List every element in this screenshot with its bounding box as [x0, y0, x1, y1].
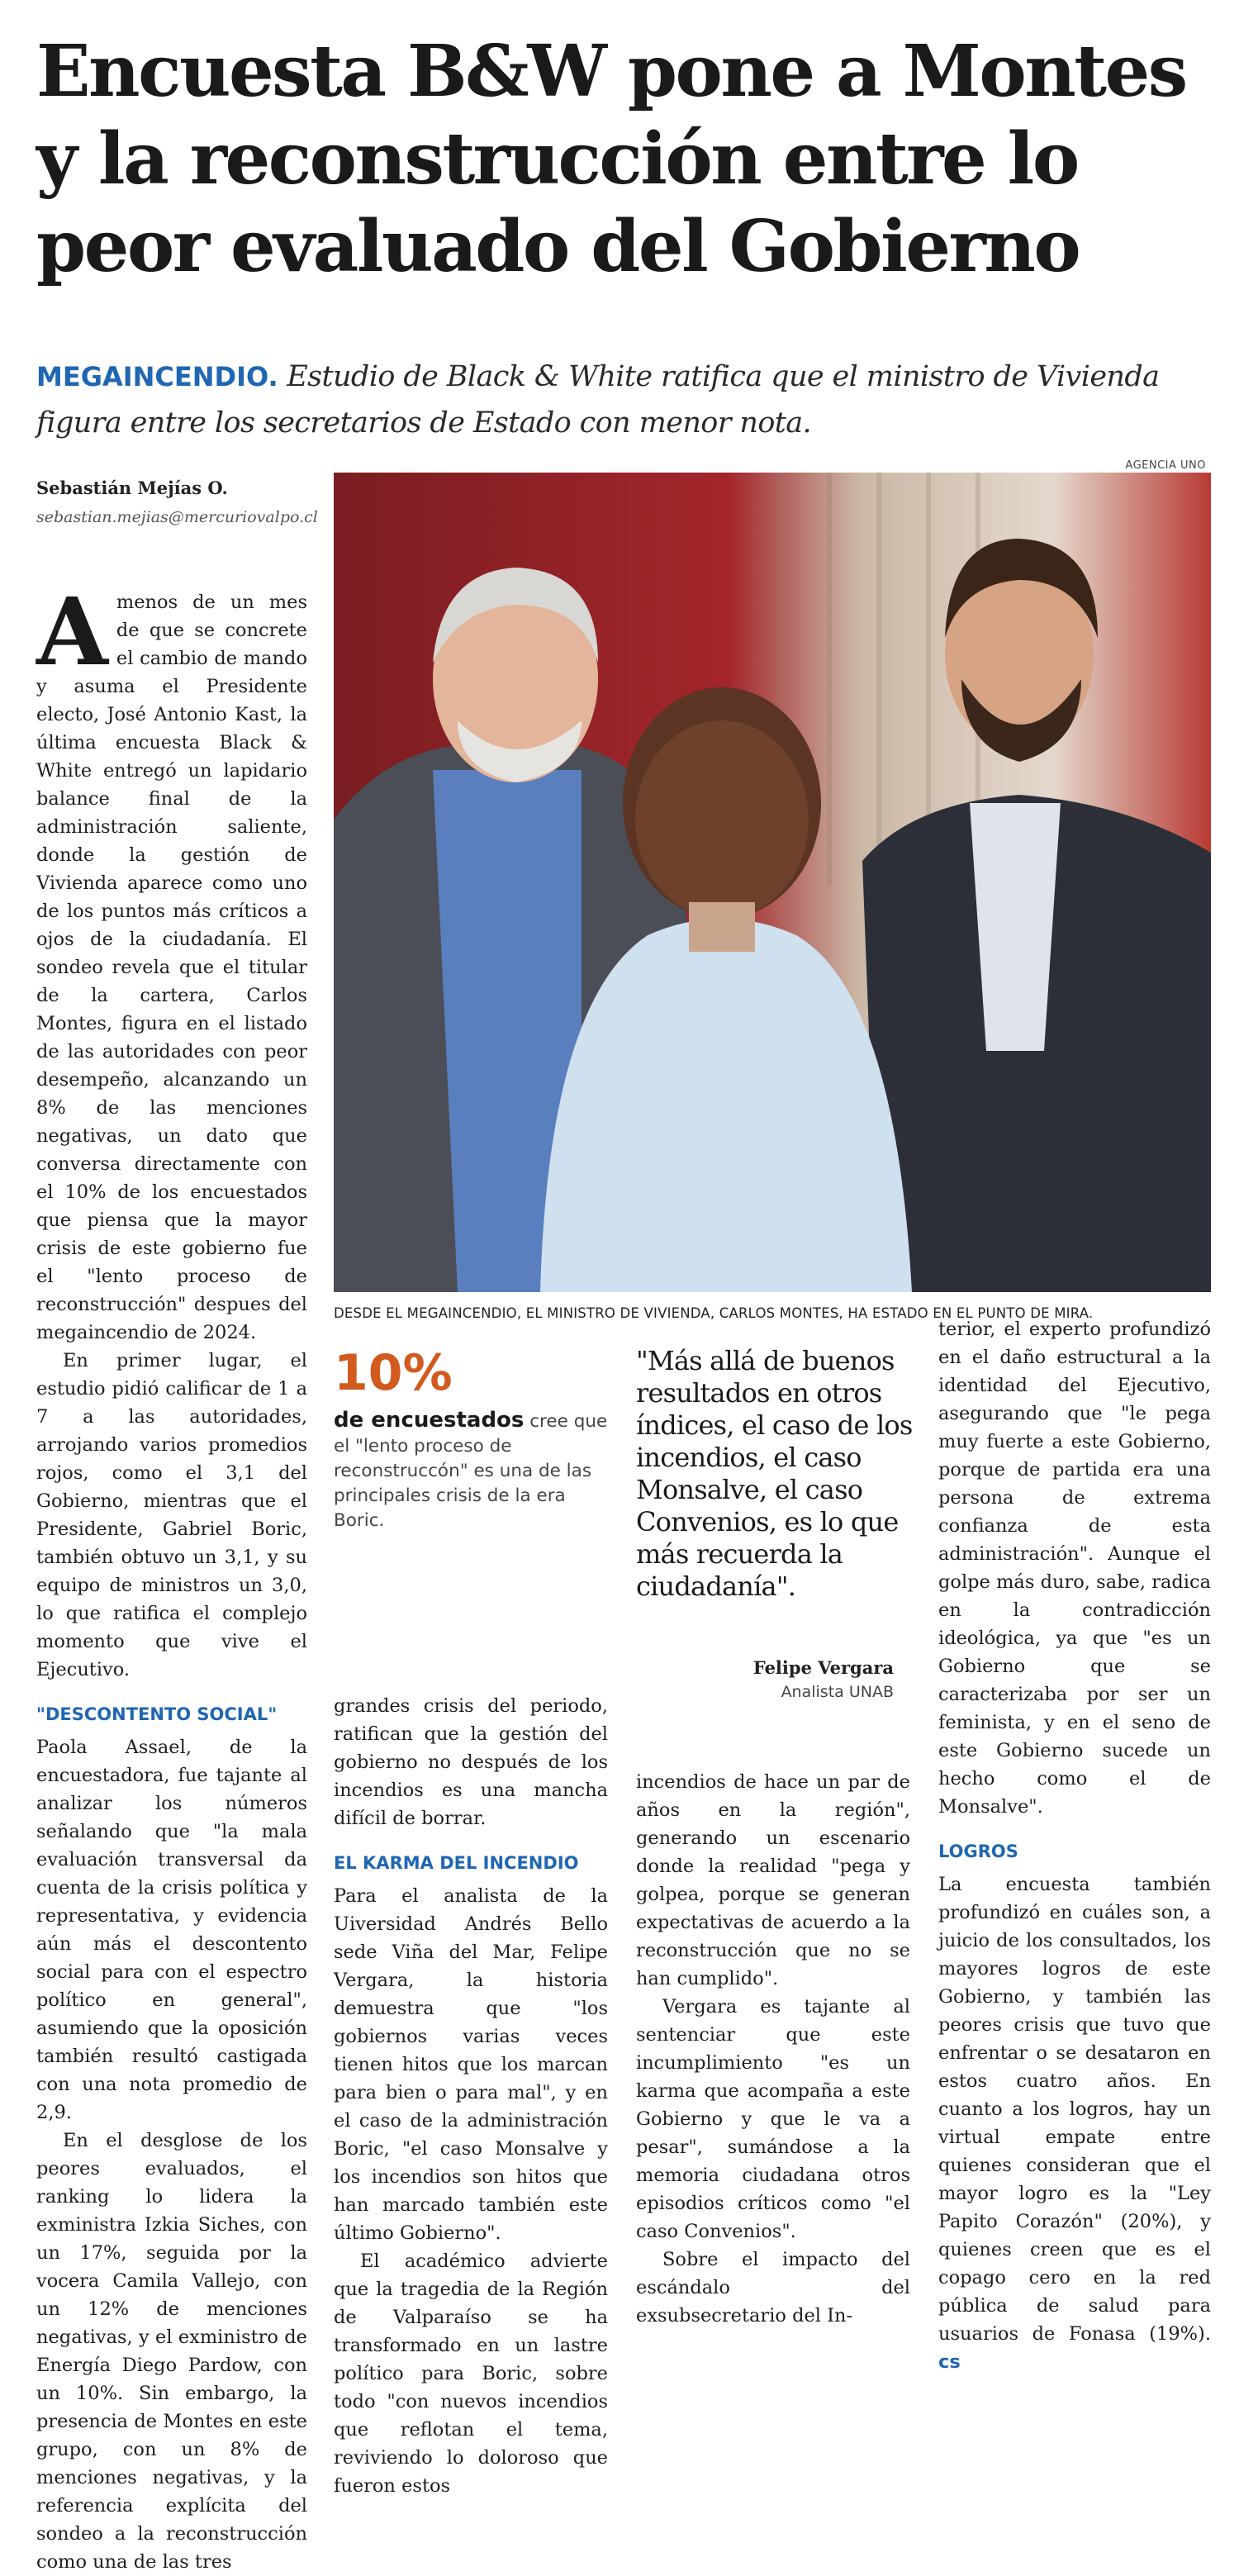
headline: [36, 28, 1218, 291]
end-mark-icon: cs: [938, 2351, 961, 2373]
lead-paragraph-text: menos de un mes de que se concrete el cambio de mando y asuma el Presidente electo, José Antonio Kast, la última encuesta Black & White entregó un lapidario balance final de la administración saliente, donde la gestión de Vivienda aparece como uno de los puntos más críticos a ojos de la ciudadanía. El sondeo revela que el titular de la cartera, Carlos Montes, figura en el listado de las autoridades con peor desempeño, alcanzando un 8% de las menciones negativas, un dato que conversa directamente con el 10% de los encuestados que piensa que la mayor crisis de este gobierno fue el "lento proceso de reconstrucción" despues del megaincendio de 2024.: [36, 592, 307, 1343]
deck-text: Estudio de Black & White ratifica que el ministro de Vivienda figura entre los secretarios de Estado con menor nota.: [36, 360, 1160, 440]
paragraph: Paola Assael, de la encuestadora, fue tajante al analizar los números señalando que "la mala evaluación transversal da cuenta de la crisis política y representativa, y evidencia aún más el descontento social para con el espectro político en general", asumiendo que la oposición también resultó castigada con una nota promedio de 2,9.: [36, 1737, 307, 2123]
pull-quote-role: Analista UNAB: [781, 1683, 894, 1701]
headline-line-3: peor evaluado del Gobierno: [36, 205, 1080, 288]
paragraph: Sobre el impacto del escándalo del exsubsecretario del In-: [636, 2249, 910, 2326]
byline: [36, 478, 317, 526]
subhead-logros: LOGROS: [938, 1842, 1018, 1861]
subhead-karma: EL KARMA DEL INCENDIO: [334, 1853, 579, 1873]
subhead-descontento: "DESCONTENTO SOCIAL": [36, 1704, 278, 1724]
deck: [36, 354, 1209, 446]
dropcap: A: [36, 578, 108, 687]
article-column-3: [636, 1768, 910, 2330]
pull-quote-text: "Más allá de buenos resultados en otros índices, el caso de los incendios, el caso Monsalve, el caso Convenios, es lo que más recuerda la ciudadanía".: [636, 1345, 913, 1602]
stat-bold: de encuestados: [334, 1408, 525, 1433]
article-column-4: [938, 1315, 1211, 2376]
photo-credit: AGENCIA UNO: [1125, 459, 1206, 472]
paragraph: En el desglose de los peores evaluados, el ranking lo lidera la exministra Izkia Siches, con un 17%, seguida por la vocera Camila Vallejo, con un 12% de menciones negativas, y el exministro de Energía Diego Pardow, con un 10%. Sin embargo, la presencia de Montes en este grupo, con un 8% de menciones negativas, y la referencia explícita del sondeo a la reconstrucción como una de las tres: [36, 2130, 307, 2573]
stat-description: cree que el "lento proceso de reconstruccón" es una de las principales crisis de la era Boric.: [334, 1411, 608, 1531]
news-photo-illustration: [334, 473, 1211, 1292]
stat-value: 10%: [334, 1344, 453, 1402]
paragraph: En primer lugar, el estudio pidió calificar de 1 a 7 a las autoridades, arrojando varios promedios rojos, como el 3,1 del Gobierno, mientras que el Presidente, Gabriel Boric, también obtuvo un 3,1, y su equipo de ministros un 3,0, lo que ratifica el complejo momento que vive el Ejecutivo.: [36, 1350, 307, 1680]
news-photo: [334, 473, 1211, 1292]
byline-author: Sebastián Mejías O.: [36, 478, 228, 498]
pull-quote: [636, 1345, 917, 1701]
paragraph: El académico advierte que la tragedia de la Región de Valparaíso se ha transformado en un lastre político para Boric, sobre todo "con nuevos incendios que reflotan el tema, reviviendo lo doloroso que fueron estos: [334, 2250, 608, 2497]
paragraph-text: La encuesta también profundizó en cuáles son, a juicio de los consultados, los mayores logros de este Gobierno, y también las peores crisis que tuvo que enfrentar o se desataron en estos cuatro años. En cuanto a los logros, hay un virtual empate entre quienes consideran que el mayor logro es la "Ley Papito Corazón" (20%), y quienes creen que es el copago cero en la red pública de salud para usuarios de Fonasa (19%).: [938, 1874, 1211, 2345]
stat-callout: [334, 1344, 615, 1533]
article-column-1: [36, 578, 307, 2576]
byline-email: sebastian.mejias@mercuriovalpo.cl: [36, 508, 318, 526]
paragraph: incendios de hace un par de años en la región", generando un escenario donde la realidad "pega y golpea, porque se generan expectativas de acuerdo a la reconstrucción que no se han cumplido".: [636, 1771, 910, 1989]
paragraph: terior, el experto profundizó en el daño estructural a la identidad del Ejecutivo, asegurando que "le pega muy fuerte a este Gobierno, porque de partida era una persona de extrema confianza de esta administración". Aunque el golpe más duro, sabe, radica en la contradicción ideológica, ya que "es un Gobierno que se caracterizaba por ser un feminista, y en el seno de este Gobierno sucede un hecho como el de Monsalve".: [938, 1319, 1211, 1818]
headline-line-1: Encuesta B&W pone a Montes: [36, 30, 1186, 113]
paragraph: [938, 1870, 1211, 2376]
paragraph: Para el analista de la Uiversidad Andrés Bello sede Viña del Mar, Felipe Vergara, la historia demuestra que "los gobiernos varias veces tienen hitos que los marcan para bien o para mal", y en el caso de la administración Boric, "el caso Monsalve y los incendios son hitos que han marcado también este último Gobierno".: [334, 1885, 608, 2244]
pull-quote-attribution: [636, 1657, 917, 1701]
paragraph: grandes crisis del periodo, ratifican que la gestión del gobierno no después de los incendios es una mancha difícil de borrar.: [334, 1695, 608, 1829]
pull-quote-name: Felipe Vergara: [752, 1657, 894, 1678]
lead-paragraph: [36, 578, 307, 1347]
paragraph: Vergara es tajante al sentenciar que este incumplimiento "es un karma que acompaña a este Gobierno y que le va a pesar", sumándose a la memoria ciudadana otros episodios críticos como "el caso Convenios".: [636, 1996, 910, 2242]
headline-line-2: y la reconstrucción entre lo: [36, 117, 1078, 201]
article-column-2: [334, 1692, 608, 2500]
photo-caption: DESDE EL MEGAINCENDIO, EL MINISTRO DE VIVIENDA, CARLOS MONTES, HA ESTADO EN EL PUNTO DE MIRA.: [334, 1305, 1094, 1321]
deck-kicker: MEGAINCENDIO.: [36, 361, 278, 392]
stat-text: [334, 1408, 615, 1533]
